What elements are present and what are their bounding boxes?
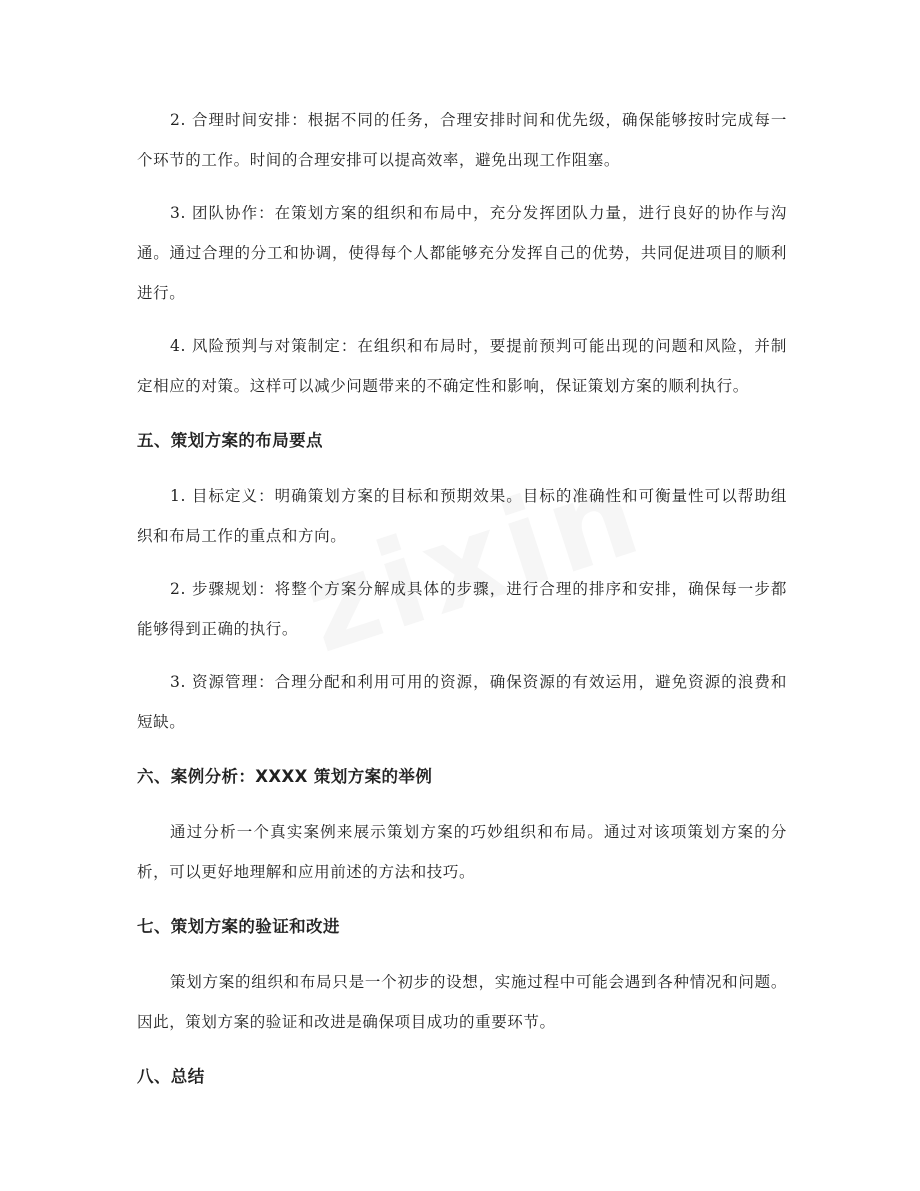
section-heading-5: 五、策划方案的布局要点	[137, 431, 323, 450]
section-heading-8: 八、总结	[137, 1067, 205, 1086]
paragraph-time-arrangement: 2. 合理时间安排：根据不同的任务，合理安排时间和优先级，确保能够按时完成每一个环节的工作。时间的合理安排可以提高效率，避免出现工作阻塞。	[137, 111, 787, 169]
paragraph-team-collaboration: 3. 团队协作：在策划方案的组织和布局中，充分发挥团队力量，进行良好的协作与沟通。通过合理的分工和协调，使得每个人都能够充分发挥自己的优势，共同促进项目的顺利进行。	[137, 204, 787, 302]
paragraph-step-planning: 2. 步骤规划：将整个方案分解成具体的步骤，进行合理的排序和安排，确保每一步都能够得到正确的执行。	[137, 580, 787, 638]
section-heading-6: 六、案例分析：XXXX 策划方案的举例	[137, 767, 433, 786]
paragraph-goal-definition: 1. 目标定义：明确策划方案的目标和预期效果。目标的准确性和可衡量性可以帮助组织和布局工作的重点和方向。	[137, 487, 787, 545]
paragraph-risk-prediction: 4. 风险预判与对策制定：在组织和布局时，要提前预判可能出现的问题和风险，并制定相应的对策。这样可以减少问题带来的不确定性和影响，保证策划方案的顺利执行。	[137, 337, 787, 395]
paragraph-case-analysis: 通过分析一个真实案例来展示策划方案的巧妙组织和布局。通过对该项策划方案的分析，可以更好地理解和应用前述的方法和技巧。	[137, 823, 787, 881]
section-heading-7: 七、策划方案的验证和改进	[137, 917, 340, 936]
paragraph-resource-management: 3. 资源管理：合理分配和利用可用的资源，确保资源的有效运用，避免资源的浪费和短缺。	[137, 673, 787, 731]
paragraph-validation: 策划方案的组织和布局只是一个初步的设想，实施过程中可能会遇到各种情况和问题。因此，策划方案的验证和改进是确保项目成功的重要环节。	[137, 973, 787, 1031]
document-body	[137, 100, 787, 1097]
